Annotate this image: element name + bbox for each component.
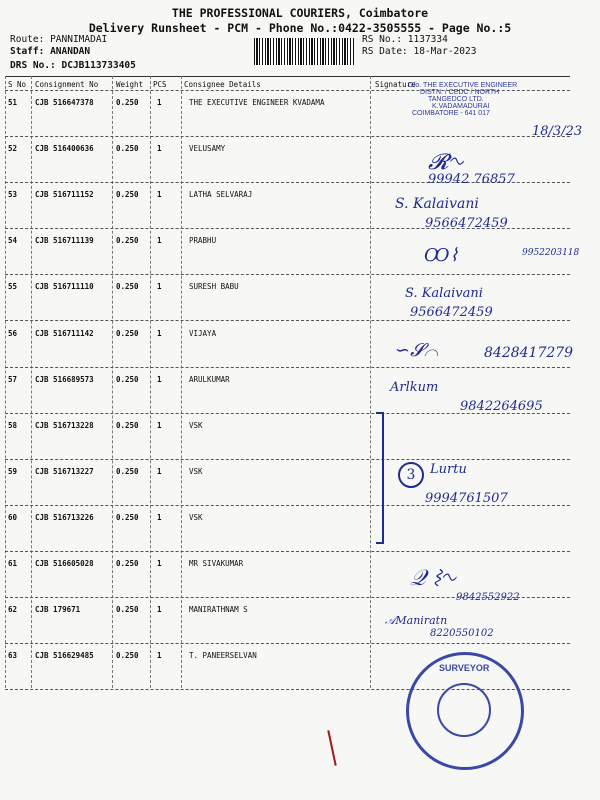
row-consignee: VSK [189,420,203,430]
row-sno: 62 [8,605,18,615]
row-weight: 0.250 [116,144,139,154]
row-weight: 0.250 [116,236,139,246]
barcode [254,38,354,65]
stamp-line: COIMBATORE - 641 017 [412,110,490,117]
row-weight: 0.250 [116,328,139,338]
row-consignment-no: CJB 516605028 [35,559,94,568]
row-weight: 0.250 [116,420,139,430]
count-circle: 3 [398,462,424,488]
name-55: S. Kalaivani [405,286,483,301]
signature-scribble: 𝒬 ⌇∿ [410,566,455,591]
surveyor-seal [406,652,524,770]
row-sno: 51 [8,98,18,107]
table-row [0,605,600,651]
row-consignee: THE EXECUTIVE ENGINEER KVADAMA [189,98,325,107]
row-pcs: 1 [157,282,162,292]
row-consignment-no: CJB 516629485 [35,651,94,661]
col-header-weight: Weight [116,80,144,89]
signature-scribble: 𝓡∿ [428,150,463,175]
row-pcs: 1 [157,605,162,615]
phone-62: 8220550102 [430,628,494,639]
route-label: Route: [10,34,45,45]
row-consignment-no: CJB 179671 [35,605,81,615]
name-53: S. Kalaivani [395,196,479,212]
row-pcs: 1 [157,559,162,568]
bracket-58-60 [376,412,384,544]
row-consignment-no: CJB 516711152 [35,190,94,200]
phone-55: 9566472459 [410,305,493,320]
rs-no-line [362,34,448,45]
row-consignment-no: CJB 516400636 [35,144,94,154]
row-pcs: 1 [157,512,162,522]
phone-53: 9566472459 [425,216,508,231]
row-weight: 0.250 [116,512,139,522]
row-consignee: LATHA SELVARAJ [189,190,253,200]
row-consignee: VSK [189,466,203,476]
route-value: PANNIMADAI [50,34,108,45]
table-row [0,467,600,513]
rs-no-value: 1137334 [407,34,448,45]
stamp-line: O/o. THE EXECUTIVE ENGINEER [408,82,518,89]
row-consignee: MANIRATHNAM S [189,605,248,615]
row-pcs: 1 [157,420,162,430]
row-rule [5,320,570,321]
row-sno: 57 [8,374,18,384]
phone-58-60: 9994761507 [425,491,508,506]
row-sno: 61 [8,559,18,568]
row-consignment-no: CJB 516689573 [35,374,94,384]
table-row [0,282,600,328]
row-weight: 0.250 [116,374,139,384]
signature-scribble: 𝒜Maniratn [385,614,448,627]
row-rule [5,551,570,552]
row-consignee: T. PANEERSELVAN [189,651,257,661]
table-row [0,236,600,282]
row-pcs: 1 [157,190,162,200]
row-sno: 63 [8,651,18,661]
rs-date-label: RS Date: [362,46,408,57]
table-row [0,190,600,236]
drs-label: DRS No.: [10,60,56,71]
table-row [0,513,600,559]
stamp-date: 18/3/23 [532,124,583,139]
phone-52: 99942 76857 [428,172,515,187]
row-consignment-no: CJB 516647378 [35,98,94,107]
company-title: THE PROFESSIONAL COURIERS, Coimbatore [171,6,429,20]
signature-scribble: Ꝏ⌇ [424,245,459,266]
row-weight: 0.250 [116,559,139,568]
row-pcs: 1 [157,236,162,246]
runsheet-title: Delivery Runsheet - PCM - Phone No.:0422-3505555 - Page No.:5 [88,21,512,35]
row-consignee: VSK [189,512,203,522]
row-consignee: VIJAYA [189,328,217,338]
stamp-line: K.VADAMADURAI [432,103,490,110]
rs-no-label: RS No.: [362,34,403,45]
row-consignment-no: CJB 516711110 [35,282,94,292]
rs-date-value: 18-Mar-2023 [413,46,477,57]
staff-label: Staff: [10,46,45,57]
row-sno: 58 [8,420,18,430]
row-weight: 0.250 [116,605,139,615]
row-sno: 56 [8,328,18,338]
row-pcs: 1 [157,98,162,107]
row-sno: 53 [8,190,18,200]
row-rule [5,643,570,644]
red-mark [327,730,336,766]
row-consignment-no: CJB 516713227 [35,466,94,476]
seal-text: SURVEYOR [439,663,490,673]
stamp-line: TANGEDCO LTD. [428,96,484,103]
col-header-signature: Signature [375,80,416,89]
row-pcs: 1 [157,466,162,476]
rs-date-line [362,46,476,57]
signature-scribble: Arlkum [390,380,439,395]
row-rule [5,459,570,460]
drs-value: DCJB113733405 [61,60,136,71]
row-weight: 0.250 [116,190,139,200]
col-header-sno: S No [8,80,27,89]
row-weight: 0.250 [116,466,139,476]
row-pcs: 1 [157,144,162,154]
col-header-consignment: Consignment No [35,80,99,89]
row-weight: 0.250 [116,651,139,661]
row-sno: 52 [8,144,18,154]
row-sno: 59 [8,466,18,476]
row-consignee: PRABHU [189,236,217,246]
row-consignee: SURESH BABU [189,282,239,292]
staff-line [10,46,90,57]
staff-value: ANANDAN [50,46,91,57]
table-row [0,421,600,467]
stamp-line: DISTN. / CEDC / NORTH [420,89,500,96]
col-header-pcs: PCS [153,80,167,89]
phone-54: 9952203118 [522,248,580,258]
row-consignment-no: CJB 516711142 [35,328,94,338]
phone-57: 9842264695 [460,399,543,414]
row-consignment-no: CJB 516713226 [35,512,94,522]
drs-line [10,60,136,71]
row-weight: 0.250 [116,98,139,107]
signature-scribble: Lurtu [430,462,467,477]
row-consignment-no: CJB 516713228 [35,420,94,430]
row-pcs: 1 [157,328,162,338]
signature-scribble: ∽𝓢⌒ [395,340,439,361]
phone-56: 8428417279 [484,345,574,361]
row-weight: 0.250 [116,282,139,292]
row-sno: 55 [8,282,18,292]
phone-61: 9842552922 [456,592,520,603]
row-consignee: ARULKUMAR [189,374,230,384]
row-rule [5,367,570,368]
seal-center [437,683,491,737]
row-sno: 54 [8,236,18,246]
route-line [10,34,107,45]
table-top-rule [5,76,570,77]
row-consignee: VELUSAMY [189,144,226,154]
row-rule [5,274,570,275]
row-consignee: MR SIVAKUMAR [189,559,244,568]
row-pcs: 1 [157,651,162,661]
row-sno: 60 [8,512,18,522]
row-pcs: 1 [157,374,162,384]
col-header-consignee: Consignee Details [184,80,261,89]
row-consignment-no: CJB 516711139 [35,236,94,246]
